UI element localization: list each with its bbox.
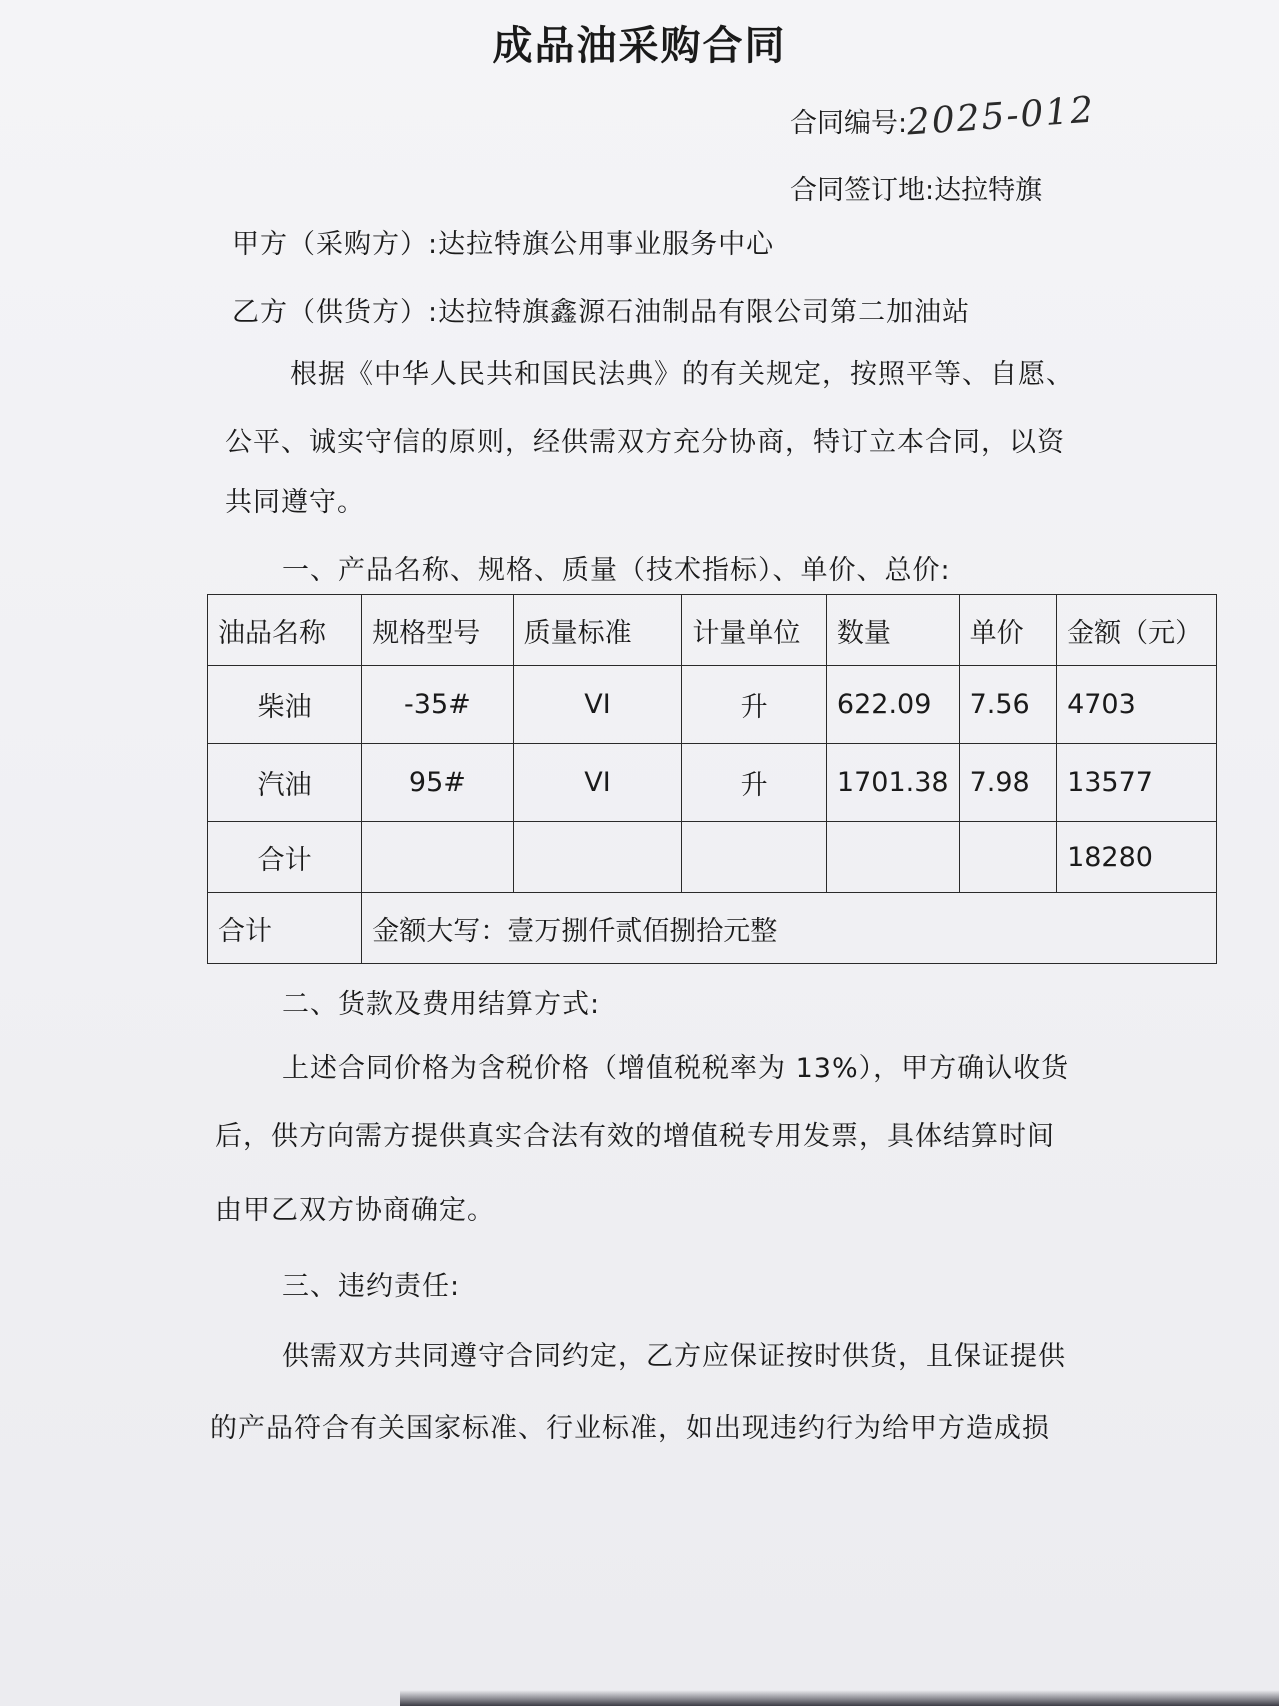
table-cell: 1701.38 [826,744,959,822]
party-a-value: 达拉特旗公用事业服务中心 [438,229,775,260]
contract-number [790,89,1097,144]
table-cell [826,822,959,893]
table-cell: -35# [362,666,513,744]
table-cell: 柴油 [208,666,362,744]
sum-amount-cell: 18280 [1057,822,1217,893]
section-3-line-2: 的产品符合有关国家标准、行业标准，如出现违约行为给甲方造成损 [210,1413,1050,1444]
section-2-line-1: 上述合同价格为含税价格（增值税税率为 13%），甲方确认收货 [282,1053,1070,1084]
intro-line-2: 公平、诚实守信的原则，经供需双方充分协商，特订立本合同，以资 [225,427,1065,458]
table-cell [959,822,1057,893]
table-cell: 622.09 [826,666,959,744]
table-header-cell: 单价 [959,595,1057,666]
party-b-label: 乙方（供货方）: [232,297,439,328]
intro-line-1: 根据《中华人民共和国民法典》的有关规定，按照平等、自愿、 [290,359,1074,390]
table-header-cell: 数量 [826,595,959,666]
table-header-cell: 质量标准 [513,595,682,666]
party-b [232,290,970,329]
table-cell: 汽油 [208,744,362,822]
table-cell: 升 [682,666,827,744]
document-title: 成品油采购合同 [492,23,787,69]
section-2-line-3: 由甲乙双方协商确定。 [215,1195,495,1226]
table-cell [682,822,827,893]
section-3-heading: 三、违约责任: [282,1271,461,1302]
section-1-heading: 一、产品名称、规格、质量（技术指标）、单价、总价: [282,555,951,586]
table-header-cell: 规格型号 [362,595,513,666]
table-cell [513,822,682,893]
table-header-cell: 油品名称 [208,595,362,666]
intro-line-3: 共同遵守。 [225,487,365,518]
table-cell: 7.98 [959,744,1057,822]
sign-place [790,168,1042,207]
table-words-row [208,893,1217,964]
table-cell: 4703 [1057,666,1217,744]
sum-label-cell: 合计 [208,822,362,893]
party-b-value: 达拉特旗鑫源石油制品有限公司第二加油站 [438,297,971,328]
amount-in-words-cell: 金额大写：壹万捌仟贰佰捌拾元整 [362,893,1217,964]
table-cell: VI [513,666,682,744]
contract-number-label: 合同编号: [790,108,908,139]
words-label-cell: 合计 [208,893,362,964]
contract-number-value: 2025-012 [905,89,1097,144]
party-a-label: 甲方（采购方）: [232,229,439,260]
section-2-heading: 二、货款及费用结算方式: [282,989,601,1020]
table-cell [362,822,513,893]
party-a [232,222,774,261]
table-cell: VI [513,744,682,822]
table-header-cell: 计量单位 [682,595,827,666]
table-cell: 95# [362,744,513,822]
table-header-cell: 金额（元） [1057,595,1217,666]
product-table [207,594,1217,964]
section-2-line-2: 后，供方向需方提供真实合法有效的增值税专用发票，具体结算时间 [215,1121,1055,1152]
table-header-row [208,595,1217,666]
table-cell: 13577 [1057,744,1217,822]
page-edge-shadow [400,1690,1279,1706]
table-row [208,744,1217,822]
sign-place-value: 达拉特旗 [934,175,1043,206]
table-cell: 升 [682,744,827,822]
table-sum-row [208,822,1217,893]
section-3-line-1: 供需双方共同遵守合同约定，乙方应保证按时供货，且保证提供 [282,1341,1066,1372]
table-cell: 7.56 [959,666,1057,744]
table-row [208,666,1217,744]
sign-place-label: 合同签订地: [790,175,935,206]
